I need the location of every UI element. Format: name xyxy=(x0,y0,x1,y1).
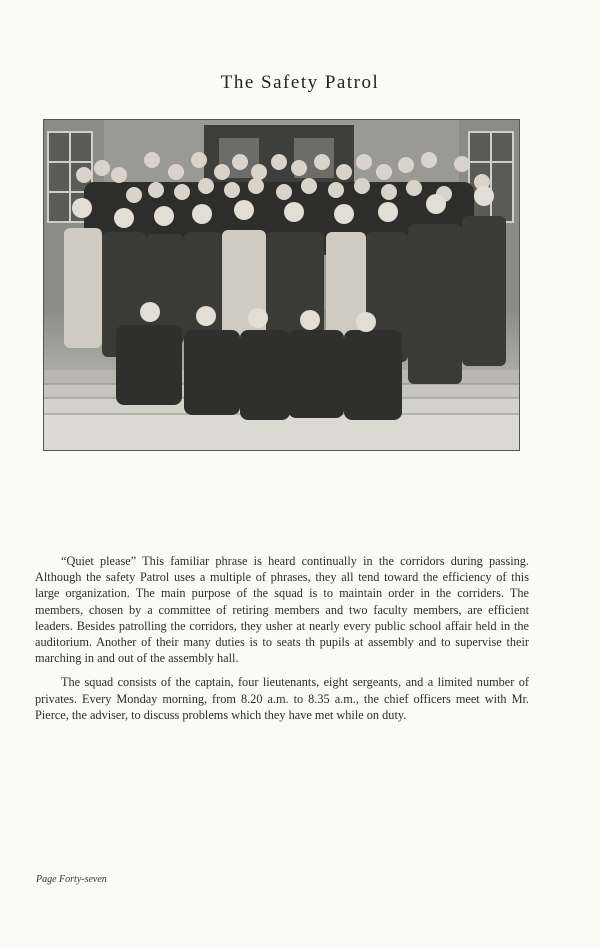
paragraph: “Quiet please” This familiar phrase is heard continually in the corridors during passing. Although the safety Patrol uses a multiple of phrases, they all tend toward the efficiency of this large organization. The main purpose of the squad is to maintain order in the corriders. The members, chosen by a committee of retiring members and two faculty members, are efficient leaders. Besides patrolling the corridors, they usher at nearly every public school affair held in the auditorium. Another of their many duties is to seats th pupils at assembly and to supervise their marching in and out of the assembly hall. xyxy=(35,554,529,666)
paragraph: The squad consists of the captain, four lieutenants, eight sergeants, and a limited number of privates. Every Monday morning, from 8.20 a.m. to 8.35 a.m., the chief officers meet with Mr. Pierce, the adviser, to discuss problems which they have met while on duty. xyxy=(35,675,529,722)
group-photo xyxy=(43,119,520,451)
page-title: The Safety Patrol xyxy=(220,72,380,93)
page-number: Page Forty-seven xyxy=(36,874,107,885)
group-photo-illustration xyxy=(44,120,519,450)
article-body xyxy=(35,553,529,731)
